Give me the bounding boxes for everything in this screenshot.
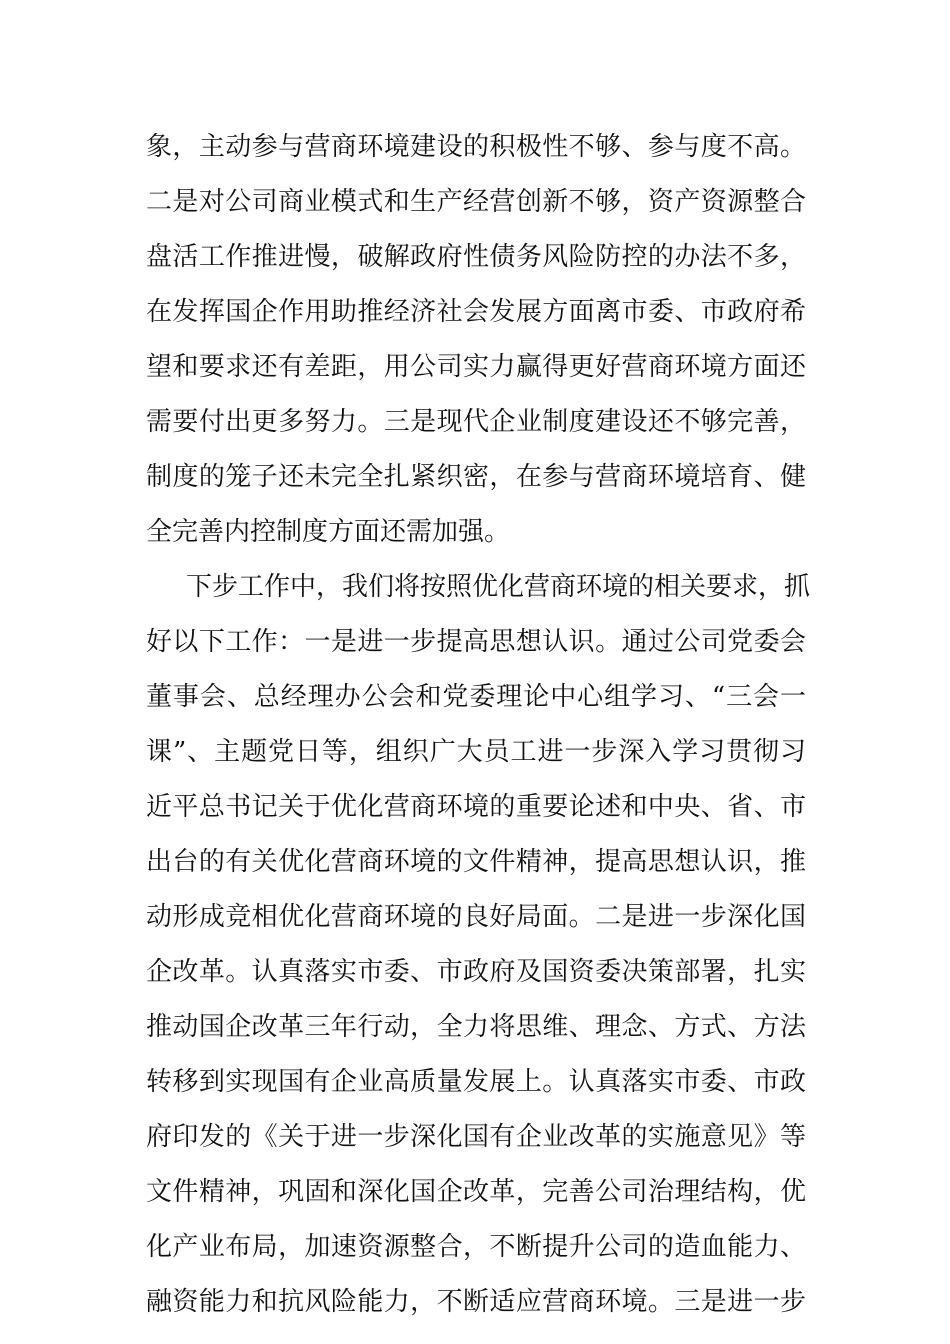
text-line: 出台的有关优化营商环境的文件精神，提高思想认识，推: [146, 847, 806, 877]
body-text: [146, 120, 811, 1330]
text-line: 下步工作中，我们将按照优化营商环境的相关要求，抓: [186, 572, 811, 602]
text-line: 动形成竞相优化营商环境的良好局面。二是进一步深化国: [146, 902, 806, 932]
text-line: 二是对公司商业模式和生产经营创新不够，资产资源整合: [146, 187, 806, 217]
text-line: 文件精神，巩固和深化国企改革，完善公司治理结构，优: [146, 1177, 806, 1207]
text-line: 需要付出更多努力。三是现代企业制度建设还不够完善，: [146, 407, 806, 437]
text-line: 融资能力和抗风险能力，不断适应营商环境。三是进一步: [146, 1287, 806, 1317]
text-line: 近平总书记关于优化营商环境的重要论述和中央、省、市: [146, 792, 806, 822]
text-line: 课”、主题党日等，组织广大员工进一步深入学习贯彻习: [146, 737, 806, 767]
text-line: 全完善内控制度方面还需加强。: [146, 517, 511, 547]
text-line: 董事会、总经理办公会和党委理论中心组学习、“三会一: [146, 682, 806, 712]
text-line: 转移到实现国有企业高质量发展上。认真落实市委、市政: [146, 1067, 806, 1097]
text-line: 化产业布局，加速资源整合，不断提升公司的造血能力、: [146, 1232, 806, 1262]
text-line: 制度的笼子还未完全扎紧织密，在参与营商环境培育、健: [146, 462, 806, 492]
text-line: 府印发的《关于进一步深化国有企业改革的实施意见》等: [146, 1122, 806, 1152]
text-line: 好以下工作：一是进一步提高思想认识。通过公司党委会: [146, 627, 806, 657]
text-line: 企改革。认真落实市委、市政府及国资委决策部署，扎实: [146, 957, 806, 987]
text-line: 象，主动参与营商环境建设的积极性不够、参与度不高。: [146, 132, 806, 162]
text-line: 望和要求还有差距，用公司实力赢得更好营商环境方面还: [146, 352, 806, 382]
text-line: 在发挥国企作用助推经济社会发展方面离市委、市政府希: [146, 297, 806, 327]
text-line: 盘活工作推进慢，破解政府性债务风险防控的办法不多，: [146, 242, 806, 272]
text-line: 推动国企改革三年行动，全力将思维、理念、方式、方法: [146, 1012, 806, 1042]
